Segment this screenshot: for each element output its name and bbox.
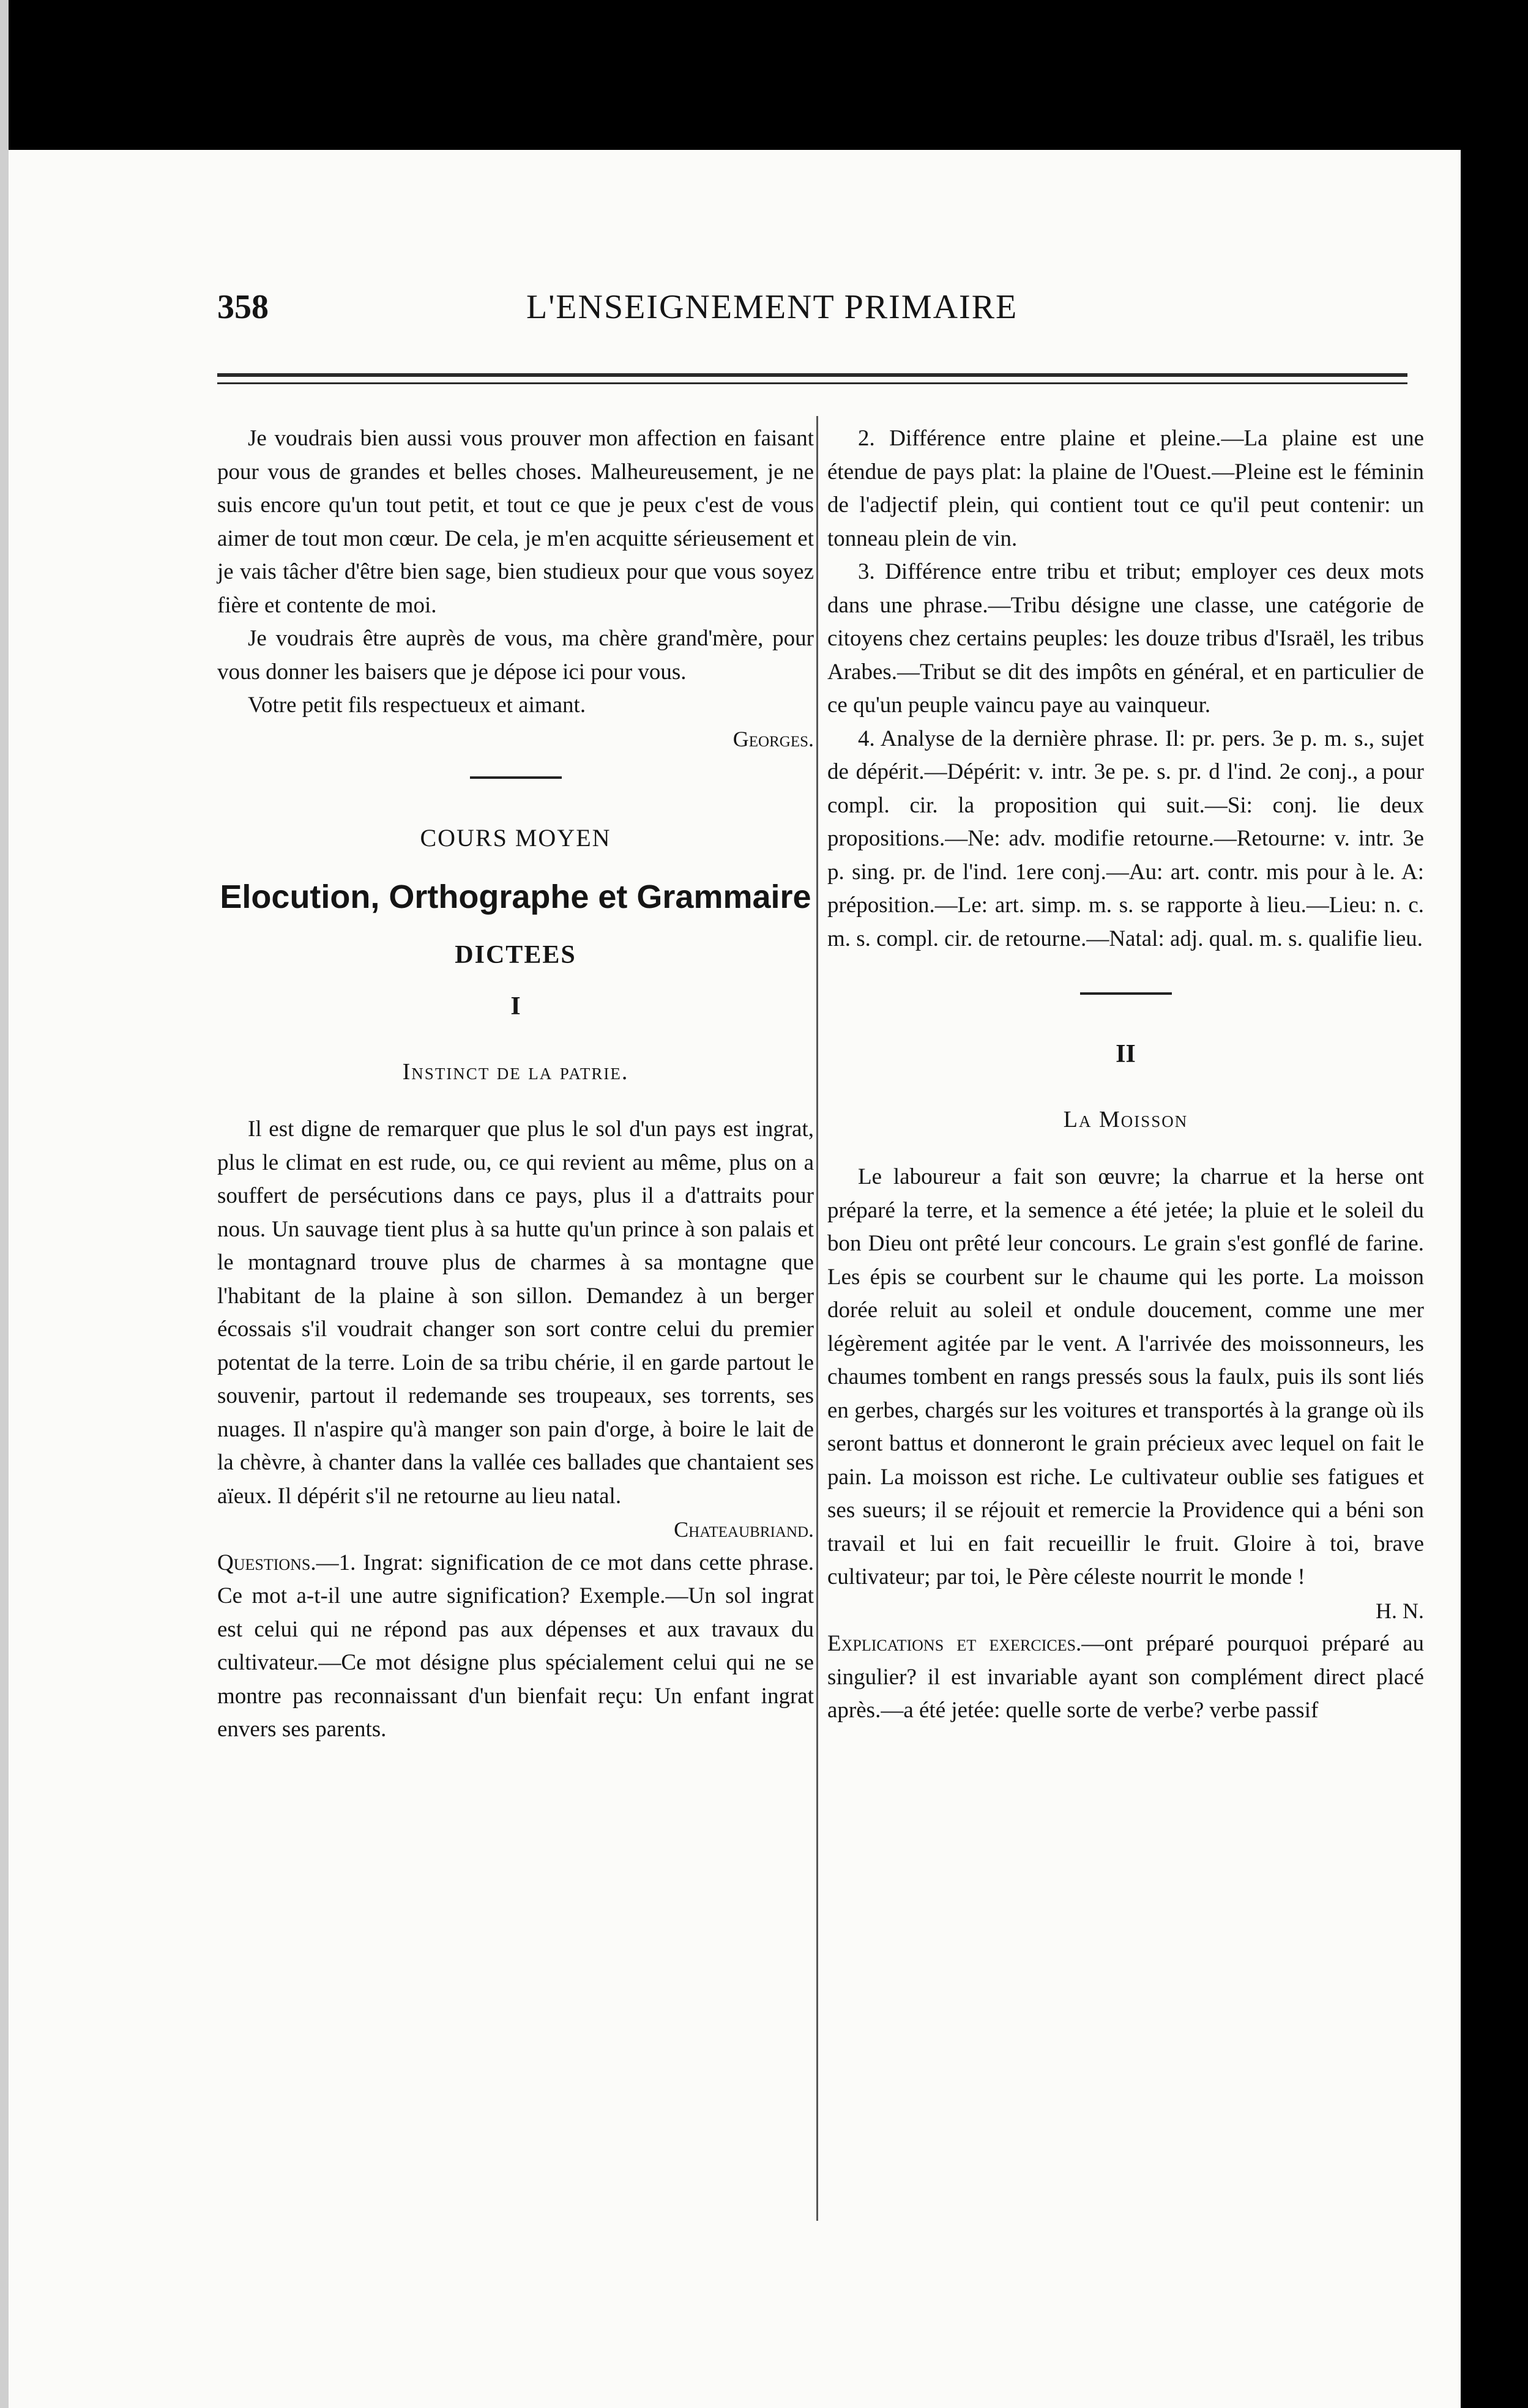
header-rule [217,373,1407,377]
questions-label: Questions. [217,1550,316,1575]
letter-paragraph: Je voudrais être auprès de vous, ma chère grand'mère, pour vous donner les baisers que je dépose ici pour vous. [217,626,814,685]
left-column [217,422,814,1747]
dictee-text: Le laboureur a fait son œuvre; la charrue et la herse ont préparé la terre, et la semence a été jetée; la pluie et le soleil du bon Dieu ont prêté leur concours. Le grain s'est gonflé de farine. Les épis se courbent sur le chaume qui les porte. La moisson dorée reluit au soleil et ondule doucement, comme une mer légèrement agitée par le vent. A l'arrivée des moissonneurs, les chaumes tombent en rangs pressés sous la faulx, puis ils sont liés en gerbes, chargés sur les voitures et transportés à la grange où ils seront battus et donneront le grain précieux avec lequel on fait le pain. La moisson est riche. Le cultivateur oublie ses fatigues et ses sueurs; il se réjouit et remercie la Providence qui a béni son travail et lui en fait recueillir le fruit. Gloire à toi, brave cultivateur; par toi, le Père céleste nourrit le monde ! [827,1164,1424,1589]
dictee-author: H. N. [1376,1598,1424,1623]
explications-text: —ont préparé pourquoi préparé au singulier? il est invariable ayant son complément direct placé après.—a été jetée: quelle sorte de verbe? verbe passif [827,1631,1425,1723]
question-4: 4. Analyse de la dernière phrase. Il: pr. pers. 3e p. m. s., sujet de dépérit.—Dépérit: v. intr. 3e pe. s. pr. d l'ind. 2e conj., a pour compl. cir. la proposition qui suit.—Si: conj. lie deux propositions.—Ne: adv. modifie retourne.—Retourne: v. intr. 3e p. sing. pr. de l'ind. 1ere conj.—Au: art. contr. mis pour à le. A: préposition.—Le: art. simp. m. s. se rapporte à lieu.—Lieu: n. c. m. s. compl. cir. de retourne.—Natal: adj. qual. m. s. qualifie lieu. [827,726,1424,951]
dictee-number: I [510,992,521,1020]
questions-text: —1. Ingrat: signification de ce mot dans cette phrase. Ce mot a-t-il une autre signification? Exemple.—Un sol ingrat est celui qui ne répond pas aux dépenses et aux travaux du cultivateur.—Ce mot désigne plus spécialement celui qui ne se montre pas reconnaissant d'un bienfait reçu: Un enfant ingrat envers ses parents. [217,1550,814,1742]
page-header [208,288,1101,336]
column-divider [816,416,818,2221]
letter-paragraph: Votre petit fils respectueux et aimant. [248,693,586,718]
dictee-text: Il est digne de remarquer que plus le sol d'un pays est ingrat, plus le climat en est rude, ou, ce qui revient au même, plus on a souffert de persécutions dans ce pays, plus il a d'attraits pour nous. Un sauvage tient plus à sa hutte qu'un prince à son palais et le montagnard trouve plus de charmes à sa montagne que l'habitant de la plaine à son sillon. Demandez à un berger écossais s'il voudrait changer son sort contre celui du premier potentat de la terre. Loin de sa tribu chérie, il en garde partout le souvenir, partout il redemande ses troupeaux, ses torrents, ses nuages. Il n'aspire qu'à manger son pain d'orge, à boire le lait de la chèvre, à chanter dans la vallée ces ballades que chantaient ses aïeux. Il dépérit s'il ne retourne au lieu natal. [217,1117,814,1509]
question-3: 3. Différence entre tribu et tribut; employer ces deux mots dans une phrase.—Tribu désigne une classe, une catégorie de citoyens chez certains peuples: les douze tribus d'Israël, les tribus Arabes.—Tribut se dit des impôts en général, et en particulier de ce qu'un peuple vaincu paye au vainqueur. [827,559,1424,718]
running-title: L'ENSEIGNEMENT PRIMAIRE [526,288,1018,326]
letter-paragraph: Je voudrais bien aussi vous prouver mon affection en faisant pour vous de grandes et belles choses. Malheureusement, je ne suis encore qu'un tout petit, et tout ce que je peux c'est de vous aimer de tout mon cœur. De cela, je m'en acquitte sérieusement et je vais tâcher d'être bien sage, bien studieux pour que vous soyez fière et contente de moi. [217,426,814,618]
page-number: 358 [217,288,269,326]
course-level-heading: COURS MOYEN [420,824,611,852]
letter-signature: Georges. [732,726,814,751]
header-rule-thin [217,382,1407,384]
explications-paragraph [827,1627,1424,1728]
scan-edge [0,0,9,2408]
dictee-number: II [1116,1040,1136,1068]
section-separator [470,776,562,779]
question-2: 2. Différence entre plaine et pleine.—La plaine est une étendue de pays plat: la plaine de l'Ouest.—Pleine est le féminin de l'adjectif plein, qui contient tout ce qu'il peut contenir: un tonneau plein de vin. [827,426,1424,551]
right-column [827,422,1424,1728]
dictee-author: Chateaubriand. [674,1517,814,1542]
dictee-title: Instinct de la patrie. [402,1058,629,1085]
dictee-title: La Moisson [1063,1106,1188,1132]
dictees-heading: DICTEES [455,940,576,969]
section-title: Elocution, Orthographe et Grammaire [220,878,811,915]
questions-paragraph [217,1547,814,1747]
section-separator [1080,992,1172,995]
explications-label: Explications et exercices. [827,1631,1082,1656]
